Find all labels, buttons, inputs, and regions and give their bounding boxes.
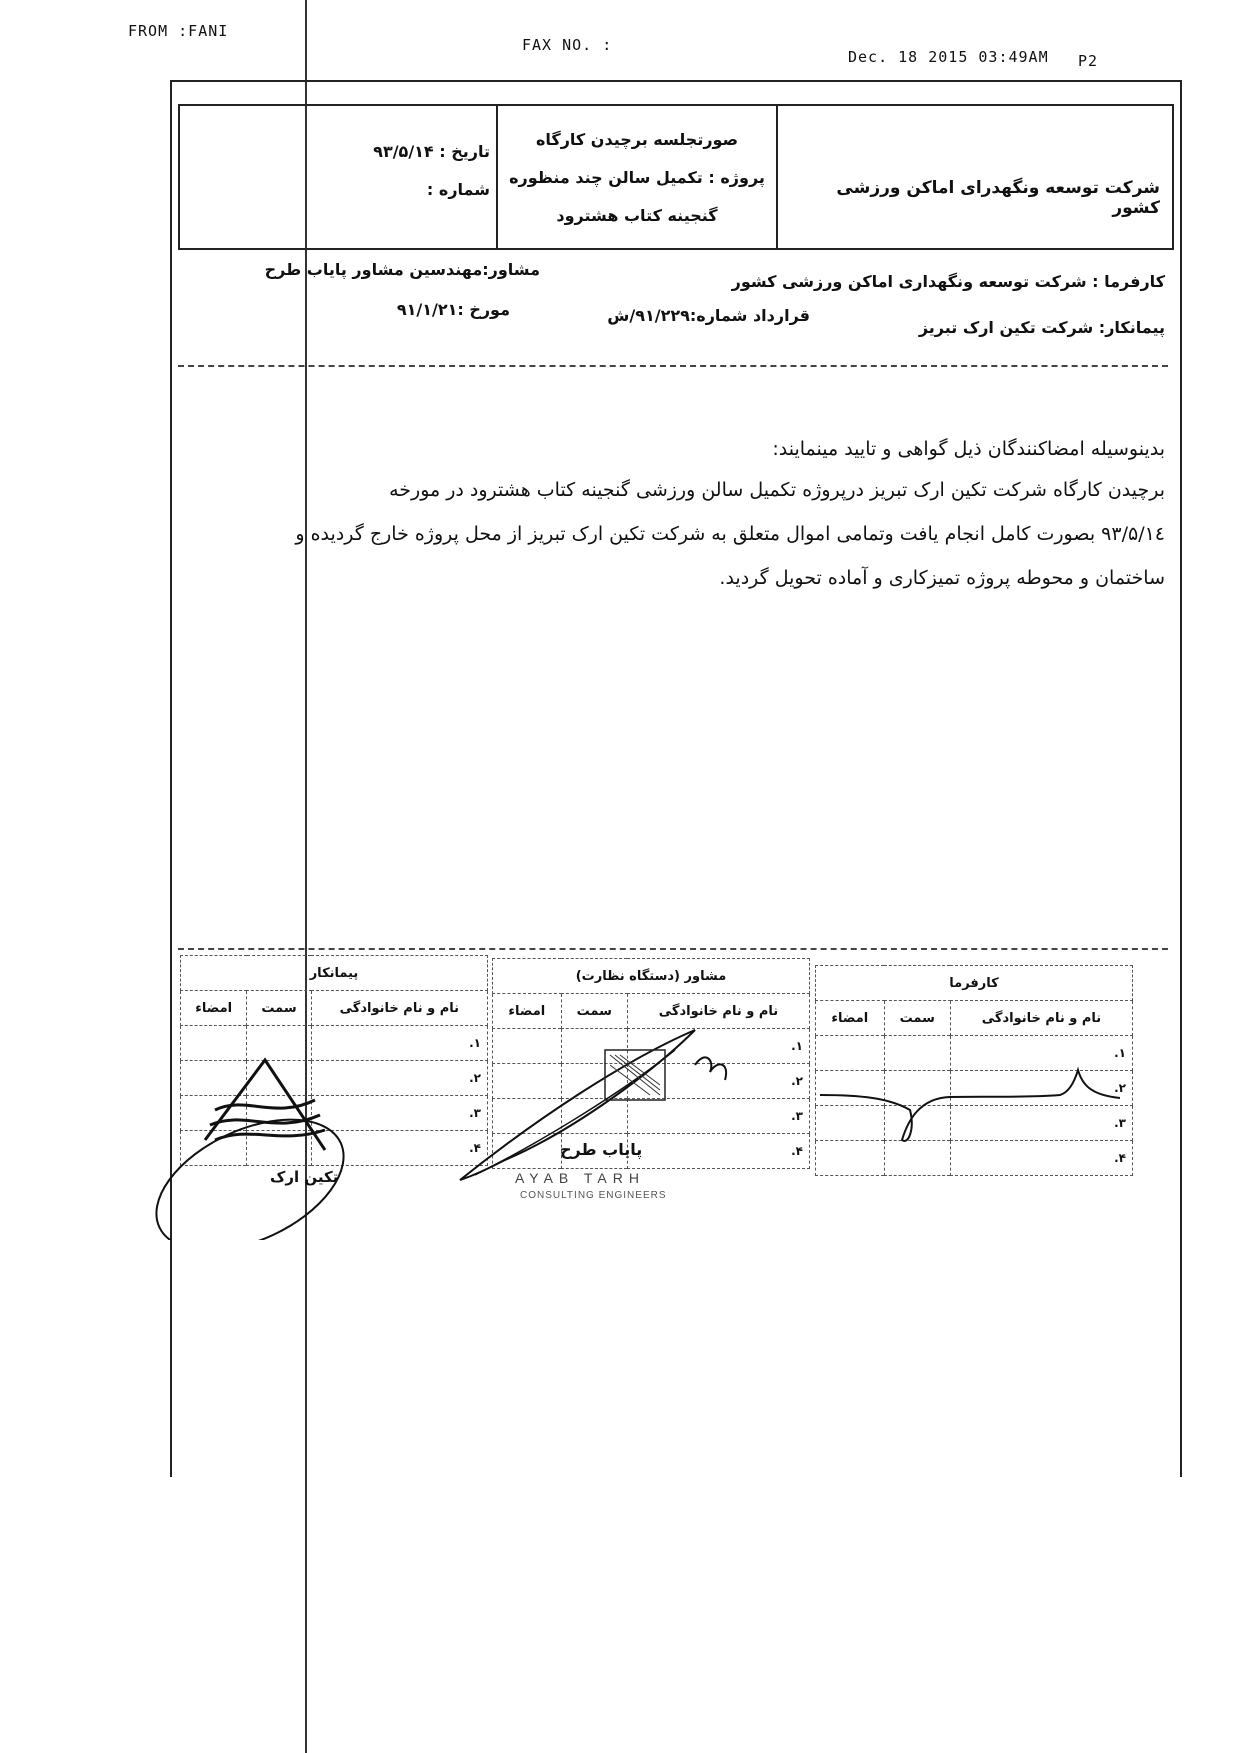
contract-number: قرارداد شماره:۹۱/۲۲۹/ش <box>607 306 810 325</box>
header-divider-right <box>776 104 778 250</box>
contractor-row-4: ۴. <box>311 1131 487 1166</box>
contractor-row-2: ۲. <box>311 1061 487 1096</box>
employer-col-sign: امضاء <box>816 1001 885 1036</box>
consultant-row-2: ۲. <box>627 1064 809 1099</box>
contractor-row-1: ۱. <box>311 1026 487 1061</box>
header-company: شرکت توسعه ونگهدرای اماکن ورزشی کشور <box>836 178 1160 218</box>
body-line-2: برچیدن کارگاه شرکت تکین ارک تبریز درپروژه تکمیل سالن ورزشی گنجینه کتاب هشترود در مورخه <box>389 479 1165 501</box>
employer-row-2: ۲. <box>950 1071 1132 1106</box>
fax-from: FROM :FANI <box>128 22 229 40</box>
header-title-line1: صورتجلسه برچیدن کارگاه <box>535 130 739 149</box>
body-line-4: ساختمان و محوطه پروژه تمیزکاری و آماده تحویل گردید. <box>719 567 1165 589</box>
contractor-line: پیمانکار: شرکت تکین ارک تبریز <box>918 318 1165 337</box>
employer-col-name: نام و نام خانوادگی <box>950 1001 1132 1036</box>
header-divider-left <box>496 104 498 250</box>
contractor-title: پیمانکار <box>181 956 488 991</box>
header-date: تاریخ : ۹۳/۵/۱۴ <box>373 142 490 161</box>
consultant-row-4: ۴. <box>627 1134 809 1169</box>
header-title-line3: گنجینه کتاب هشترود <box>556 206 718 225</box>
header-number: شماره : <box>426 180 490 199</box>
consultant-row-3: ۳. <box>627 1099 809 1134</box>
contract-date: مورخ :۹۱/۱/۲۱ <box>396 300 510 319</box>
consultant-stamp-sub: CONSULTING ENGINEERS <box>520 1190 667 1201</box>
body-line-3: ۹۳/۵/۱٤ بصورت کامل انجام یافت وتمامی اموال متعلق به شرکت تکین ارک تبریز از محل پروژه خارج گردیده و <box>295 523 1165 545</box>
employer-line: کارفرما : شرکت توسعه ونگهداری اماکن ورزشی کشور <box>731 272 1165 291</box>
employer-row-3: ۳. <box>950 1106 1132 1141</box>
employer-row-4: ۴. <box>950 1141 1132 1176</box>
consultant-col-role: سمت <box>561 994 627 1029</box>
employer-title: کارفرما <box>816 966 1133 1001</box>
contractor-col-name: نام و نام خانوادگی <box>311 991 487 1026</box>
fax-datetime: Dec. 18 2015 03:49AM <box>848 48 1049 66</box>
consultant-line: مشاور:مهندسین مشاور پایاب طرح <box>264 260 540 279</box>
consultant-col-sign: امضاء <box>493 994 562 1029</box>
parties-separator <box>178 365 1168 368</box>
contractor-col-role: سمت <box>247 991 311 1026</box>
employer-signature-mark <box>820 1050 1120 1150</box>
consultant-stamp-name: پایاب طرح <box>560 1140 643 1159</box>
contractor-col-sign: امضاء <box>181 991 247 1026</box>
consultant-stamp-latin: AYAB TARH <box>515 1170 645 1186</box>
consultant-col-name: نام و نام خانوادگی <box>627 994 809 1029</box>
consultant-row-1: ۱. <box>627 1029 809 1064</box>
contractor-row-3: ۳. <box>311 1096 487 1131</box>
body-section <box>165 430 1165 600</box>
employer-col-role: سمت <box>884 1001 950 1036</box>
body-line-1: بدینوسیله امضاکنندگان ذیل گواهی و تایید مینمایند: <box>772 438 1165 460</box>
signature-separator <box>178 948 1168 951</box>
employer-row-1: ۱. <box>950 1036 1132 1071</box>
contractor-stamp-name: تکین ارک <box>270 1168 339 1186</box>
consultant-title: مشاور (دستگاه نظارت) <box>493 959 810 994</box>
contractor-stamp-logo <box>145 1040 365 1240</box>
header-title-line2: پروژه : تکمیل سالن چند منظوره <box>509 168 765 187</box>
fax-page: P2 <box>1078 52 1099 70</box>
fax-number: FAX NO. : <box>522 36 613 54</box>
